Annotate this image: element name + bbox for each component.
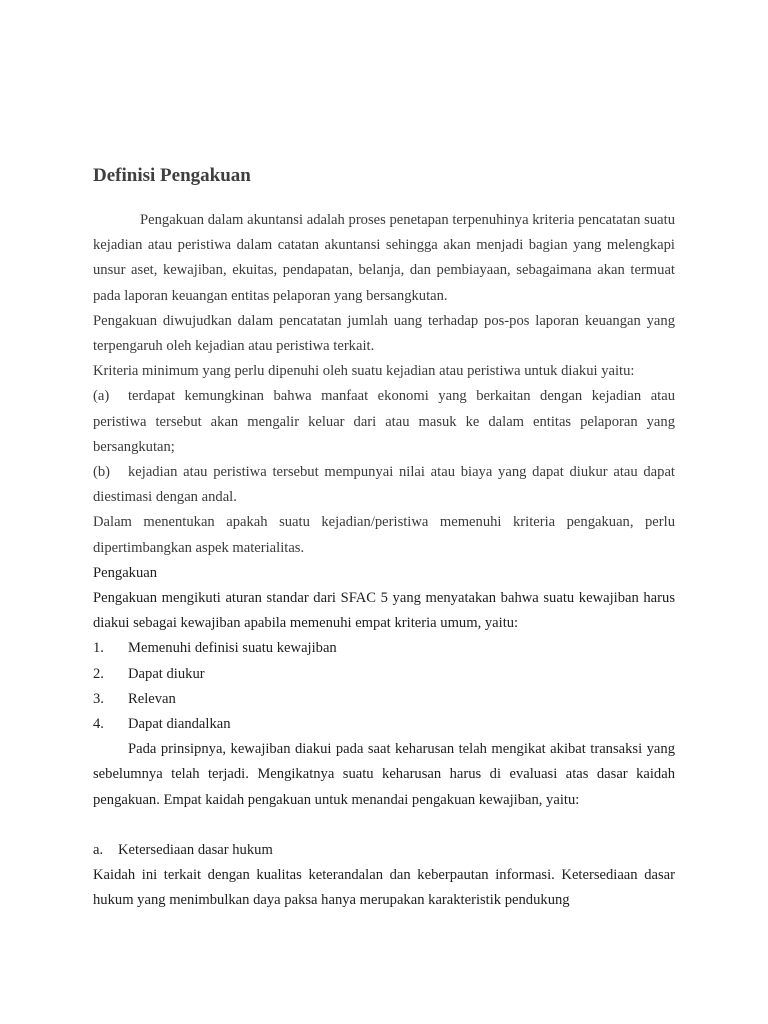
criteria-item-b (93, 460, 675, 510)
list-number: 1. (93, 640, 104, 657)
criteria-text: terdapat kemungkinan bahwa manfaat ekonomi yang berkaitan dengan kejadian atau peristiwa tersebut akan mengalir keluar dari atau masuk ke dalam entitas pelaporan yang bersangkutan; (93, 388, 675, 455)
criteria-label: (b) (93, 464, 111, 481)
list-text: Dapat diandalkan (128, 716, 231, 733)
section-heading-pengakuan: Pengakuan (93, 564, 158, 581)
list-item (93, 687, 675, 712)
list-item (93, 636, 675, 661)
criteria-text: kejadian atau peristiwa tersebut mempunyai nilai atau biaya yang dapat diukur atau dapat diestimasi dengan andal. (93, 464, 675, 506)
paragraph-legal-basis: Kaidah ini terkait dengan kualitas keterandalan dan keberpautan informasi. Ketersediaan dasar hukum yang menimbulkan daya paksa hanya merupakan karakteristik pendukung (93, 867, 675, 909)
criteria-label: (a) (93, 388, 110, 405)
list-item (93, 712, 675, 737)
list-number: 2. (93, 665, 104, 682)
list-text: Relevan (128, 690, 176, 707)
subsection-marker: a. (93, 842, 104, 859)
paragraph-principle: Pada prinsipnya, kewajiban diakui pada saat keharusan telah mengikat akibat transaksi yang sebelumnya telah terjadi. Mengikatnya suatu keharusan harus di evaluasi atas dasar kaidah pengakuan. Empat kaidah pengakuan untuk menandai pengakuan kewajiban, yaitu: (93, 741, 675, 808)
document-body (93, 208, 675, 914)
subsection-heading-a (93, 838, 675, 863)
list-number: 4. (93, 716, 104, 733)
list-item (93, 662, 675, 687)
list-text: Dapat diukur (128, 665, 205, 682)
spacer (93, 813, 675, 838)
criteria-item-a (93, 384, 675, 460)
list-text: Memenuhi definisi suatu kewajiban (128, 640, 337, 657)
paragraph-criteria-intro: Kriteria minimum yang perlu dipenuhi oleh suatu kejadian atau peristiwa untuk diakui yaitu: (93, 363, 635, 380)
paragraph-recording: Pengakuan diwujudkan dalam pencatatan jumlah uang terhadap pos-pos laporan keuangan yang terpengaruh oleh kejadian atau peristiwa terkait. (93, 312, 675, 355)
paragraph-materiality: Dalam menentukan apakah suatu kejadian/peristiwa memenuhi kriteria pengakuan, perlu dipertimbangkan aspek materialitas. (93, 514, 675, 556)
subsection-title: Ketersediaan dasar hukum (118, 842, 273, 859)
document-title: Definisi Pengakuan (93, 165, 251, 186)
paragraph-definition: Pengakuan dalam akuntansi adalah proses penetapan terpenuhinya kriteria pencatatan suatu kejadian atau peristiwa dalam catatan akuntansi sehingga akan menjadi bagian yang melengkapi unsur aset, kewajiban, ekuitas, pendapatan, belanja, dan pembiayaan, sebagaimana akan termuat pada laporan keuangan entitas pelaporan yang bersangkutan. (93, 212, 675, 304)
paragraph-sfac5: Pengakuan mengikuti aturan standar dari SFAC 5 yang menyatakan bahwa suatu kewajiban harus diakui sebagai kewajiban apabila memenuhi empat kriteria umum, yaitu: (93, 590, 675, 632)
list-number: 3. (93, 690, 104, 707)
